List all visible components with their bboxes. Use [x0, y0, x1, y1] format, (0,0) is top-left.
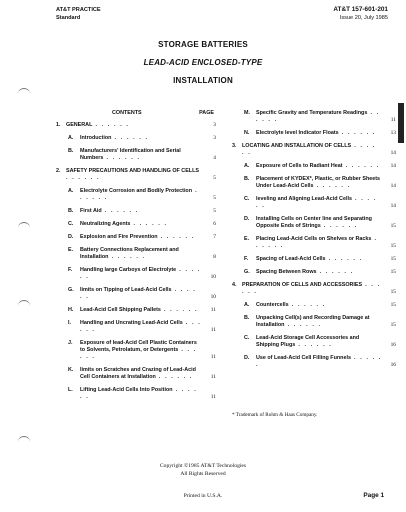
toc-entry-number: 4.	[232, 282, 237, 288]
toc-entry	[232, 216, 396, 230]
toc-entry-title: Electrolyte level Indicator Floats	[256, 130, 339, 136]
toc-entry-number: B.	[68, 208, 74, 214]
toc-entry-title: limits on Tipping of Lead-Acid Cells	[80, 287, 172, 293]
toc-entry-number: C.	[244, 335, 250, 341]
toc-entry-title: Manufacturers' Identification and Serial Numbers	[80, 148, 181, 161]
toc-entry-number: C.	[68, 221, 74, 227]
toc-entry-number: C.	[244, 196, 250, 202]
toc-entry-number: H.	[68, 307, 74, 313]
toc-entry-page: 15	[390, 243, 396, 249]
toc-leader-dots: . . . . . .	[256, 236, 378, 249]
toc-entry-title: Lead-Acid Storage Cell Accessories and Shipping Plugs	[256, 335, 360, 348]
toc-entry-title: limits on Scratches and Crazing of Lead-Acid Cell Containers at Installation	[80, 367, 196, 380]
toc-leader-dots: . . . . . .	[80, 267, 201, 280]
title-line-2: LEAD-ACID ENCLOSED-TYPE	[143, 58, 263, 67]
printed-in: Printed in U.S.A.	[183, 493, 223, 499]
toc-entry	[232, 355, 396, 369]
toc-entry-page: 14	[390, 150, 396, 156]
toc-entry-page: 11	[210, 327, 216, 333]
binding-mark	[18, 300, 30, 307]
toc-entry	[56, 367, 216, 381]
toc-entry	[232, 110, 396, 124]
toc-entry-number: B.	[244, 176, 250, 182]
toc-leader-dots: . . . . . .	[111, 135, 149, 141]
contents-column-right	[232, 110, 396, 375]
toc-entry-number: A.	[244, 302, 250, 308]
toc-entry	[232, 196, 396, 210]
toc-entry	[232, 315, 396, 329]
toc-leader-dots: . . . . . .	[242, 282, 381, 295]
page-tab-marker	[398, 103, 404, 143]
copyright	[0, 462, 406, 478]
toc-entry-title: Handling and Uncrating Lead-Acid Cells	[80, 320, 183, 326]
page-number: Page 1	[363, 492, 384, 499]
toc-entry	[56, 135, 216, 142]
toc-entry-number: M.	[244, 110, 250, 116]
toc-entry	[56, 287, 216, 301]
toc-leader-dots: . . . . . .	[242, 143, 376, 156]
toc-entry-number: N.	[244, 130, 250, 136]
issue-date: Issue 20, July 1985	[339, 15, 388, 21]
toc-leader-dots: . . . . . .	[325, 256, 363, 262]
toc-entry-number: B.	[68, 148, 74, 154]
toc-entry-page: 15	[390, 322, 396, 328]
toc-leader-dots: . . . . . .	[256, 355, 382, 368]
toc-entry	[232, 282, 396, 296]
toc-entry-number: 1.	[56, 122, 61, 128]
toc-entry-title: SAFETY PRECAUTIONS AND HANDLING OF CELLS	[66, 168, 199, 174]
toc-entry-title: Countercells	[256, 302, 289, 308]
toc-entry	[56, 208, 216, 215]
toc-entry	[56, 221, 216, 228]
toc-leader-dots: . . . . . .	[256, 110, 380, 123]
toc-entry-page: 16	[390, 342, 396, 348]
toc-entry-title: leveling and Aligning Lead-Acid Cells	[256, 196, 352, 202]
toc-entry-number: G.	[244, 269, 250, 275]
toc-entry-page: 6	[213, 221, 216, 227]
toc-entry	[56, 168, 216, 182]
toc-entry	[56, 188, 216, 202]
toc-entry-title: PREPARATION OF CELLS AND ACCESSORIES	[242, 282, 363, 288]
toc-entry-title: Placing Lead-Acid Cells on Shelves or Racks	[256, 236, 372, 242]
toc-leader-dots: . . . . . .	[80, 188, 199, 201]
standard-label: Standard	[56, 15, 81, 21]
toc-entry-title: Introduction	[80, 135, 112, 141]
toc-entry-page: 16	[390, 362, 396, 368]
toc-entry-title: Explosion and Fire Prevention	[80, 234, 158, 240]
copyright-line-2: All Rights Reserved	[180, 471, 226, 477]
toc-leader-dots: . . . . . .	[103, 155, 141, 161]
toc-entry-number: D.	[244, 355, 250, 361]
toc-entry-page: 15	[390, 256, 396, 262]
toc-entry-number: A.	[244, 163, 250, 169]
toc-entry-number: L.	[68, 387, 73, 393]
toc-entry-title: Exposure of lead-Acid Cell Plastic Containers to Solvents, Petrolatum, or Detergents	[80, 340, 197, 353]
toc-entry-page: 13	[390, 130, 396, 136]
toc-entry-page: 14	[390, 203, 396, 209]
toc-entry-number: K.	[68, 367, 74, 373]
toc-entry-title: Unpacking Cell(s) and Recording Damage at Installation	[256, 315, 370, 328]
toc-entry-page: 15	[390, 269, 396, 275]
toc-leader-dots: . . . . . .	[288, 302, 326, 308]
toc-leader-dots: . . . . . .	[157, 234, 195, 240]
toc-entry-title: Neutralizing Agents	[80, 221, 131, 227]
copyright-line-1: Copyright ©1985 AT&T Technologies	[159, 463, 247, 469]
toc-leader-dots: . . . . . .	[295, 342, 333, 348]
toc-entry	[232, 269, 396, 276]
toc-entry	[232, 302, 396, 309]
toc-entry-number: I.	[68, 320, 71, 326]
toc-entry-title: Specific Gravity and Temperature Readings	[256, 110, 368, 116]
toc-entry-page: 4	[213, 155, 216, 161]
toc-entry	[232, 256, 396, 263]
toc-entry-page: 5	[213, 208, 216, 214]
toc-entry	[56, 307, 216, 314]
doc-number: AT&T 157-601-201	[333, 6, 388, 13]
toc-entry-page: 14	[390, 163, 396, 169]
toc-leader-dots: . . . . . .	[80, 287, 197, 300]
toc-entry-number: F.	[244, 256, 249, 262]
toc-entry	[56, 234, 216, 241]
toc-entry-title: Spacing Between Rows	[256, 269, 317, 275]
toc-entry-title: Installing Cells on Center line and Separating Opposite Ends of Strings	[256, 216, 372, 229]
toc-leader-dots: . . . . . .	[108, 254, 146, 260]
toc-entry	[232, 143, 396, 157]
toc-entry-number: G.	[68, 287, 74, 293]
toc-entry-page: 10	[210, 274, 216, 280]
toc-entry-title: First Aid	[80, 208, 102, 214]
toc-leader-dots: . . . . . .	[342, 163, 380, 169]
toc-entry-number: 2.	[56, 168, 61, 174]
toc-entry-title: Lifting Lead-Acid Cells Into Position	[80, 387, 173, 393]
toc-entry	[232, 236, 396, 250]
toc-entry-title: Handling large Carboys of Electrolyte	[80, 267, 177, 273]
contents-column-left	[56, 110, 216, 407]
toc-leader-dots: . . . . . .	[284, 322, 322, 328]
toc-entry-title: Battery Connections Replacement and Installation	[80, 247, 179, 260]
toc-entry-number: D.	[68, 234, 74, 240]
toc-entry-page: 11	[210, 354, 216, 360]
toc-entry-page: 3	[213, 122, 216, 128]
binding-mark	[18, 88, 30, 95]
toc-entry-title: Spacing of Lead-Acid Cells	[256, 256, 326, 262]
toc-leader-dots: . . . . . .	[130, 221, 168, 227]
header-right	[333, 6, 388, 22]
header-left	[56, 6, 101, 22]
toc-leader-dots: . . . . . .	[80, 387, 198, 400]
toc-entry	[232, 163, 396, 170]
toc-entry-page: 11	[390, 117, 396, 123]
toc-entry-page: 15	[390, 289, 396, 295]
toc-entry-title: Electrolyte Corrosion and Bodily Protection	[80, 188, 193, 194]
toc-leader-dots: . . . . . .	[313, 183, 351, 189]
toc-entry-title: Lead-Acid Cell Shipping Pallets	[80, 307, 161, 313]
toc-leader-dots: . . . . . .	[92, 122, 130, 128]
title-line-1: STORAGE BATTERIES	[158, 40, 248, 49]
toc-entry	[56, 122, 216, 129]
toc-leader-dots: . . . . . .	[155, 374, 193, 380]
toc-entry-page: 10	[210, 294, 216, 300]
toc-leader-dots: . . . . . .	[316, 269, 354, 275]
toc-entry-title: Exposure of Cells to Radiant Heat	[256, 163, 343, 169]
toc-entry-title: Placement of KYDEX*, Plastic, or Rubber Sheets Under Lead-Acid Cells	[256, 176, 381, 189]
toc-leader-dots: . . . . . .	[320, 223, 358, 229]
binding-mark	[18, 436, 30, 443]
toc-entry	[56, 247, 216, 261]
toc-entry-page: 3	[213, 135, 216, 141]
toc-entry	[232, 335, 396, 349]
practice-label: AT&T PRACTICE	[56, 7, 101, 13]
toc-entry-page: 11	[210, 374, 216, 380]
toc-entry-page: 7	[213, 234, 216, 240]
toc-entry-page: 5	[213, 175, 216, 181]
toc-leader-dots: . . . . . .	[66, 175, 101, 181]
toc-entry-title: Use of Lead-Acid Cell Filling Funnels	[256, 355, 351, 361]
toc-entry-page: 11	[210, 394, 216, 400]
toc-entry-title: GENERAL	[66, 122, 93, 128]
toc-entry-number: B.	[244, 315, 250, 321]
toc-entry-number: E.	[244, 236, 250, 242]
toc-leader-dots: . . . . . .	[256, 196, 377, 209]
toc-entry-page: 15	[390, 302, 396, 308]
contents-header	[56, 110, 216, 122]
toc-entry-number: A.	[68, 188, 74, 194]
title-line-3: INSTALLATION	[173, 76, 233, 85]
toc-entry	[232, 130, 396, 137]
toc-entry	[232, 176, 396, 190]
toc-entry	[56, 320, 216, 334]
toc-entry-page: 14	[390, 183, 396, 189]
toc-entry-page: 8	[213, 254, 216, 260]
toc-entry-page: 11	[210, 307, 216, 313]
toc-entry-title: LOCATING AND INSTALLATION OF CELLS	[242, 143, 352, 149]
toc-entry-number: A.	[68, 135, 74, 141]
toc-leader-dots: . . . . . .	[160, 307, 199, 313]
toc-entry-number: J.	[68, 340, 73, 346]
page-label: PAGE	[199, 110, 214, 116]
toc-entry-number: E.	[68, 247, 74, 253]
toc-leader-dots: . . . . . .	[101, 208, 139, 214]
toc-entry	[56, 148, 216, 162]
footnote: * Trademark of Rohm & Haas Company.	[232, 412, 318, 418]
toc-leader-dots: . . . . . .	[80, 320, 202, 333]
toc-entry	[56, 267, 216, 281]
contents-label: CONTENTS	[112, 110, 142, 116]
toc-leader-dots: . . . . . .	[338, 130, 376, 136]
toc-entry	[56, 387, 216, 401]
toc-entry-page: 15	[390, 223, 396, 229]
binding-mark	[18, 222, 30, 229]
toc-entry-number: 3.	[232, 143, 237, 149]
toc-entry	[56, 340, 216, 361]
toc-entry-number: F.	[68, 267, 73, 273]
toc-entry-number: D.	[244, 216, 250, 222]
toc-entry-page: 5	[213, 195, 216, 201]
toc-leader-dots: . . . . . .	[80, 347, 197, 360]
